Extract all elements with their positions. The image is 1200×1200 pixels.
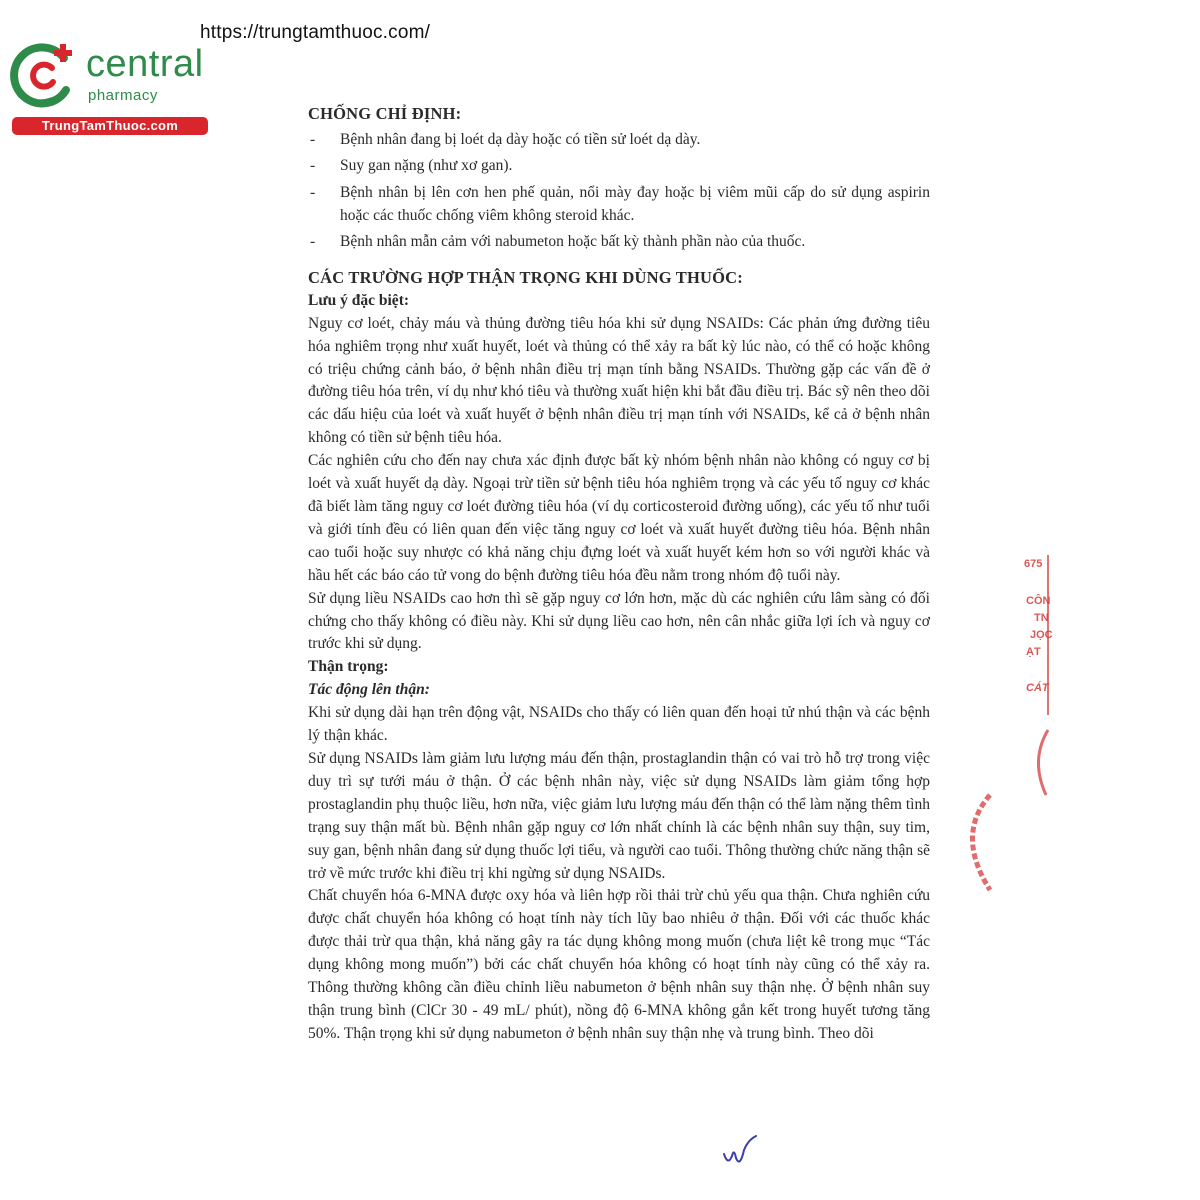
contraindication-item: - Bệnh nhân đang bị loét dạ dày hoặc có tiền sử loét dạ dày. [308, 129, 930, 152]
contraindication-item: - Bệnh nhân bị lên cơn hen phế quản, nổi mày đay hoặc bị viêm mũi cấp do sử dụng aspirin hoặc các thuốc chống viêm không steroid khác. [308, 182, 930, 228]
kidney-effects-paragraph: Sử dụng NSAIDs làm giảm lưu lượng máu đến thận, prostaglandin thận có vai trò hỗ trợ trong việc duy trì sự tưới máu ở thận. Ở các bệnh nhân này, việc sử dụng NSAIDs làm giảm tổng hợp prostaglandin phụ thuộc liều, hơn nữa, việc giảm lưu lượng máu đến thận có thể làm nặng thêm tình trạng suy thận mất bù. Bệnh nhân gặp nguy cơ lớn nhất chính là các bệnh nhân suy thận, suy tim, suy gan, bệnh nhân đang sử dụng thuốc lợi tiểu, và người cao tuổi. Thông thường chức năng thận sẽ trở về mức trước khi điều trị khi ngừng sử dụng NSAIDs. [308, 749, 930, 882]
central-pharmacy-logo-icon [8, 38, 80, 110]
stamp-text: TN [1034, 612, 1049, 624]
handwritten-initials-icon [720, 1132, 764, 1172]
kidney-effects-paragraph: Chất chuyển hóa 6-MNA được oxy hóa và liên hợp rồi thải trừ chủ yếu qua thận. Chưa nghiên cứu được chất chuyển hóa không có hoạt tính này tích lũy bao nhiêu ở thận. Đối với các thuốc khác được thải trừ qua thận, khả năng gây ra tác dụng không mong muốn (chưa liệt kê trong mục “Tác dụng không mong muốn”) bởi các chất chuyển hóa không có hoạt tính này cũng có thể xảy ra. Thông thường không cần điều chỉnh liều nabumeton ở bệnh nhân suy thận nhẹ. Ở bệnh nhân suy thận trung bình (ClCr 30 - 49 mL/ phút), nồng độ 6-MNA không gắn kết trong huyết tương tăng 50%. Thận trọng khi sử dụng nabumeton ở bệnh nhân suy thận nhẹ và trung bình. Theo dõi [308, 887, 930, 1042]
kidney-effects-heading: Tác động lên thận: [308, 681, 430, 699]
caution-heading: Thận trọng: [308, 658, 389, 676]
contraindication-item: - Bệnh nhân mẫn cảm với nabumeton hoặc bất kỳ thành phần nào của thuốc. [308, 231, 930, 254]
contraindications-list [308, 129, 930, 254]
source-url[interactable]: https://trungtamthuoc.com/ [200, 22, 431, 43]
contraindication-item: - Suy gan nặng (như xơ gan). [308, 155, 930, 178]
stamp-text: 675 [1024, 558, 1043, 570]
stamp-text: CÁT [1026, 682, 1049, 694]
stamp-text: ẠT [1026, 646, 1041, 658]
logo-site-banner[interactable]: TrungTamThuoc.com [12, 117, 208, 135]
special-notes-paragraph: Các nghiên cứu cho đến nay chưa xác định được bất kỳ nhóm bệnh nhân nào không có nguy cơ bị loét và xuất huyết dạ dày. Ngoại trừ tiền sử bệnh tiêu hóa nghiêm trọng và các yếu tố nguy cơ khác đã biết làm tăng nguy cơ loét đường tiêu hóa (ví dụ corticosteroid đường uống), các yếu tố như tuổi và giới tính đều có liên quan đến việc tăng nguy cơ loét và xuất huyết đường tiêu hóa. Bệnh nhân cao tuổi hoặc suy nhược có khả năng chịu đựng loét và xuất huyết kém hơn so với người khác và hầu hết các báo cáo tử vong do bệnh đường tiêu hóa đều nằm trong nhóm độ tuổi này. [308, 452, 930, 584]
company-stamp [960, 545, 1060, 905]
precautions-heading: CÁC TRƯỜNG HỢP THẬN TRỌNG KHI DÙNG THUỐC: [308, 267, 743, 287]
stamp-text: JỌC [1030, 629, 1053, 641]
logo-brand-sub: pharmacy [88, 87, 158, 104]
special-notes-paragraph: Nguy cơ loét, chảy máu và thủng đường tiêu hóa khi sử dụng NSAIDs: Các phản ứng đường tiêu hóa nghiêm trọng như xuất huyết, loét và thủng có thể xảy ra bất kỳ lúc nào, có thể có hoặc không có triệu chứng cảnh báo, ở bệnh nhân điều trị mạn tính bằng NSAIDs. Thường gặp các vấn đề ở đường tiêu hóa trên, ví dụ như khó tiêu và thường xuất hiện khi bắt đầu điều trị. Bác sỹ nên theo dõi các dấu hiệu của loét và xuất huyết ở bệnh nhân điều trị mạn tính với NSAIDs, kể cả ở bệnh nhân không có tiền sử bệnh tiêu hóa. [308, 314, 930, 447]
document-page [308, 103, 930, 1046]
special-notes-paragraph: Sử dụng liều NSAIDs cao hơn thì sẽ gặp nguy cơ lớn hơn, mặc dù các nghiên cứu lâm sàng có đối chứng cho thấy không có điều này. Khi sử dụng liều cao hơn, nên cân nhắc giữa lợi ích và nguy cơ trước khi sử dụng. [308, 589, 930, 653]
kidney-effects-paragraph: Khi sử dụng dài hạn trên động vật, NSAIDs cho thấy có liên quan đến hoại tử nhú thận và các bệnh lý thận khác. [308, 704, 930, 745]
special-notes-heading: Lưu ý đặc biệt: [308, 291, 410, 309]
logo-brand-name: central [86, 43, 204, 85]
stamp-text: CÔN [1026, 595, 1051, 607]
contraindications-heading: CHỐNG CHỈ ĐỊNH: [308, 104, 462, 123]
